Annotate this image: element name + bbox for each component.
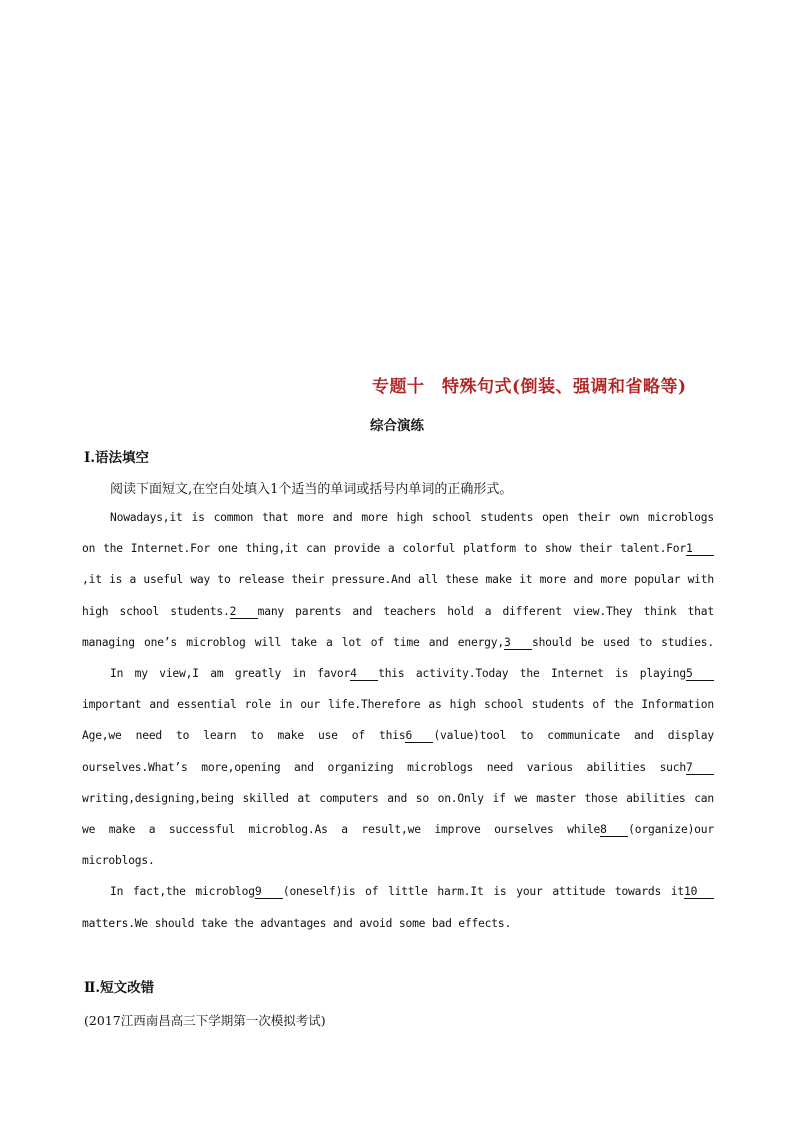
passage-text: managing one’s microblog will take a lot of time and energy, [82,635,504,649]
passage-text: In my view,I am greatly in favor [110,667,351,680]
passage-text: Age,we need to learn to make use of this [82,729,406,743]
passage-text: matters.We should take the advantages and avoid some bad effects. [82,916,512,930]
answer-blank[interactable]: 5 [686,667,714,681]
instruction-text: 阅读下面短文,在空白处填入1个适当的单词或括号内单词的正确形式。 [110,482,513,497]
passage-line [82,636,714,650]
passage-text: should be used to studies. [531,635,714,649]
passage-line [110,667,714,681]
answer-blank[interactable]: 4 [350,667,378,681]
passage-line [82,792,714,805]
passage-line [82,917,714,930]
passage-text: Nowadays,it is common that more and more high school students open their own microblogs [110,511,714,524]
answer-blank[interactable]: 1 [686,542,714,556]
passage-text: writing,designing,being skilled at computers and so on.Only if we master those abilities can [82,791,714,805]
passage-text: ,it is a useful way to release their pressure.And all these make it more and more popular with [82,573,714,587]
passage-text: high school students. [82,604,230,618]
passage-text: (value)tool to communicate and display [433,729,714,743]
section-heading-error-correction: Ⅱ.短文改错 [84,980,155,996]
passage-line [110,511,714,524]
passage-line [82,854,714,867]
passage-line [82,573,714,586]
passage-text: ourselves.What’s more,opening and organizing microblogs need various abilities such [82,760,686,774]
passage-text: (organize)our [628,823,714,836]
passage-text: we make a successful microblog.As a result,we improve ourselves while [82,823,601,836]
passage-line [82,761,714,775]
passage-text: In fact,the microblog [110,885,255,899]
answer-blank[interactable]: 7 [686,761,714,775]
answer-blank[interactable]: 9 [255,885,283,899]
source-note: (2017江西南昌高三下学期第一次模拟考试) [84,1013,326,1028]
passage-line [82,605,714,619]
passage-line [82,698,714,711]
passage-text: microblogs. [82,854,155,868]
passage-line [82,729,714,743]
passage-line [82,542,714,556]
answer-blank[interactable]: 6 [405,729,433,743]
passage-text: on the Internet.For one thing,it can provide a colorful platform to show their talent.For [82,542,686,556]
passage-line [110,885,714,899]
page-subtitle: 综合演练 [370,418,424,434]
passage-line [82,823,714,837]
section-heading-grammar-fill: Ⅰ.语法填空 [84,450,150,466]
answer-blank[interactable]: 8 [600,823,628,837]
page-title: 专题十 特殊句式(倒装、强调和省略等) [372,377,687,397]
answer-blank[interactable]: 10 [684,885,714,899]
passage-text: this activity.Today the Internet is playing [378,667,686,680]
passage-text: (oneself)is of little harm.It is your attitude towards it [282,885,684,899]
answer-blank[interactable]: 3 [504,636,532,650]
answer-blank[interactable]: 2 [230,605,258,619]
passage-text: important and essential role in our life.Therefore as high school students of the Information [82,698,714,712]
passage-text: many parents and teachers hold a different view.They think that [257,604,714,618]
